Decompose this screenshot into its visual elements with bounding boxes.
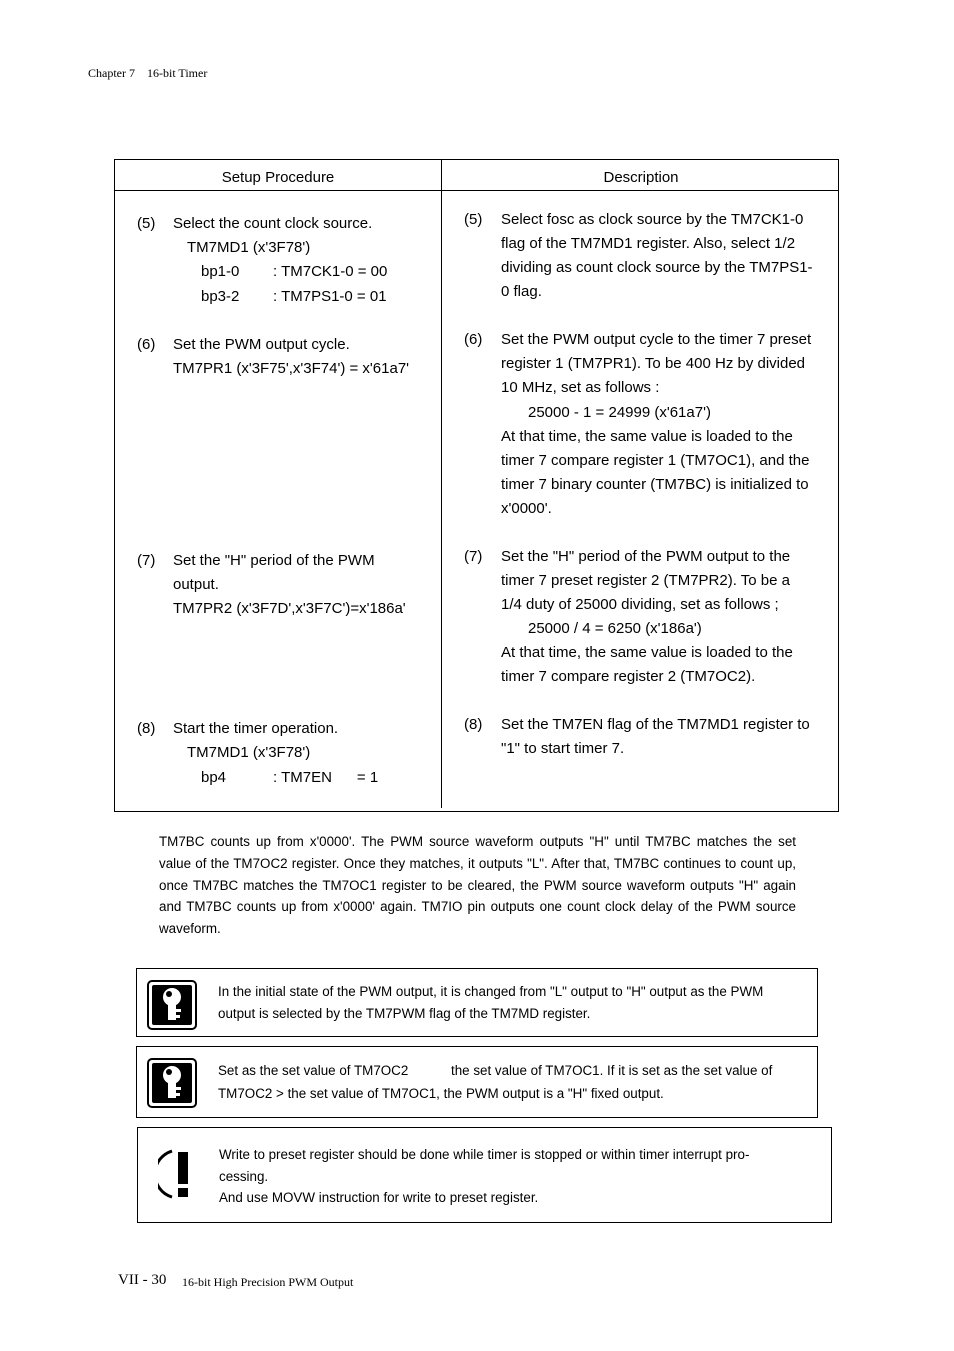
desc-line: register 1 (TM7PR1). To be 400 Hz by divided	[501, 355, 806, 372]
column-header-description: Description	[603, 169, 679, 186]
desc-step-number: (7)	[464, 548, 483, 565]
setup-step-number: (5)	[137, 215, 156, 232]
setup-procedure-table	[114, 159, 839, 812]
desc-line: Set the TM7EN flag of the TM7MD1 register to	[501, 716, 810, 733]
header-divider	[115, 190, 838, 191]
desc-line: 10 MHz, set as follows :	[501, 379, 660, 396]
desc-line: Select fosc as clock source by the TM7CK1-0	[501, 211, 804, 228]
hint-note-2	[136, 1046, 818, 1118]
key-hint-icon	[147, 1058, 197, 1113]
note-text-line: Write to preset register should be done while timer is stopped or within timer interrupt pro-	[219, 1147, 750, 1162]
desc-line: timer 7 preset register 2 (TM7PR2). To be a	[501, 572, 790, 589]
setup-bit-value: : TM7PS1-0 = 01	[273, 288, 387, 305]
note-text-line: Set as the set value of TM7OC2	[218, 1063, 409, 1078]
desc-line: flag of the TM7MD1 register. Also, select 1/2	[501, 235, 796, 252]
desc-line: At that time, the same value is loaded to the	[501, 428, 793, 445]
setup-bit: bp4	[201, 769, 227, 786]
note-text-line: In the initial state of the PWM output, it is changed from "L" output to "H" output as the PWM	[218, 984, 764, 999]
setup-register: TM7PR1 (x'3F75',x'3F74') = x'61a7'	[173, 360, 410, 377]
desc-line: timer 7 compare register 2 (TM7OC2).	[501, 668, 756, 685]
page-number: VII - 30	[118, 1272, 167, 1288]
setup-bit-value: : TM7CK1-0 = 00	[273, 263, 388, 280]
hint-note-1	[136, 968, 818, 1037]
setup-step-title: Start the timer operation.	[173, 720, 339, 737]
desc-line: 1/4 duty of 25000 dividing, set as follows ;	[501, 596, 779, 613]
warning-exclamation-icon	[158, 1146, 200, 1207]
note-text-line: And use MOVW instruction for write to preset register.	[219, 1190, 539, 1205]
setup-step-title: Set the PWM output cycle.	[173, 336, 350, 353]
setup-bit-value: : TM7EN = 1	[273, 769, 379, 786]
chapter-header: Chapter 7 16-bit Timer	[88, 66, 208, 80]
desc-line: 25000 / 4 = 6250 (x'186a')	[528, 620, 702, 637]
setup-step-number: (7)	[137, 552, 156, 569]
setup-step-title: Select the count clock source.	[173, 215, 373, 232]
desc-line: Set the "H" period of the PWM output to the	[501, 548, 791, 565]
note-text-line: TM7OC2 > the set value of TM7OC1, the PWM output is a "H" fixed output.	[218, 1086, 664, 1101]
desc-line: Set the PWM output cycle to the timer 7 preset	[501, 331, 812, 348]
desc-line: "1" to start timer 7.	[501, 740, 625, 757]
pwm-explanation-paragraph: TM7BC counts up from x'0000'. The PWM source waveform outputs "H" until TM7BC matches the set value of the TM7OC2 register. Once they matches, it outputs "L". After that, TM7BC continues to count up, once TM7BC matches the TM7OC1 register to be cleared, the PWM source waveform outputs "H" again and TM7BC counts up from x'0000' again. TM7IO pin outputs one count clock delay of the PWM source waveform.	[159, 834, 796, 937]
desc-line: dividing as count clock source by the TM7PS1-	[501, 259, 813, 276]
note-text-line: cessing.	[219, 1169, 269, 1184]
setup-bit: bp3-2	[201, 288, 240, 305]
desc-line: 0 flag.	[501, 283, 542, 300]
setup-register: TM7MD1 (x'3F78')	[187, 239, 311, 256]
desc-line: x'0000'.	[501, 500, 552, 517]
setup-bit: bp1-0	[201, 263, 240, 280]
desc-line: timer 7 binary counter (TM7BC) is initialized to	[501, 476, 809, 493]
column-divider	[441, 160, 442, 808]
note-text-line: output is selected by the TM7PWM flag of the TM7MD register.	[218, 1006, 591, 1021]
desc-line: At that time, the same value is loaded to the	[501, 644, 793, 661]
note-text-line: the set value of TM7OC1. If it is set as the set value of	[451, 1063, 773, 1078]
setup-step-number: (8)	[137, 720, 156, 737]
desc-step-number: (8)	[464, 716, 483, 733]
setup-step-number: (6)	[137, 336, 156, 353]
setup-step-title: Set the "H" period of the PWM	[173, 552, 375, 569]
key-hint-icon	[147, 980, 197, 1035]
setup-register: TM7PR2 (x'3F7D',x'3F7C')=x'186a'	[173, 600, 406, 617]
setup-step-title: output.	[173, 576, 219, 593]
footer-section-title: 16-bit High Precision PWM Output	[182, 1275, 354, 1289]
desc-line: 25000 - 1 = 24999 (x'61a7')	[528, 404, 711, 421]
column-header-setup: Setup Procedure	[221, 169, 335, 186]
setup-register: TM7MD1 (x'3F78')	[187, 744, 311, 761]
desc-line: timer 7 compare register 1 (TM7OC1), and the	[501, 452, 810, 469]
desc-step-number: (5)	[464, 211, 483, 228]
desc-step-number: (6)	[464, 331, 483, 348]
warning-note	[137, 1127, 832, 1223]
